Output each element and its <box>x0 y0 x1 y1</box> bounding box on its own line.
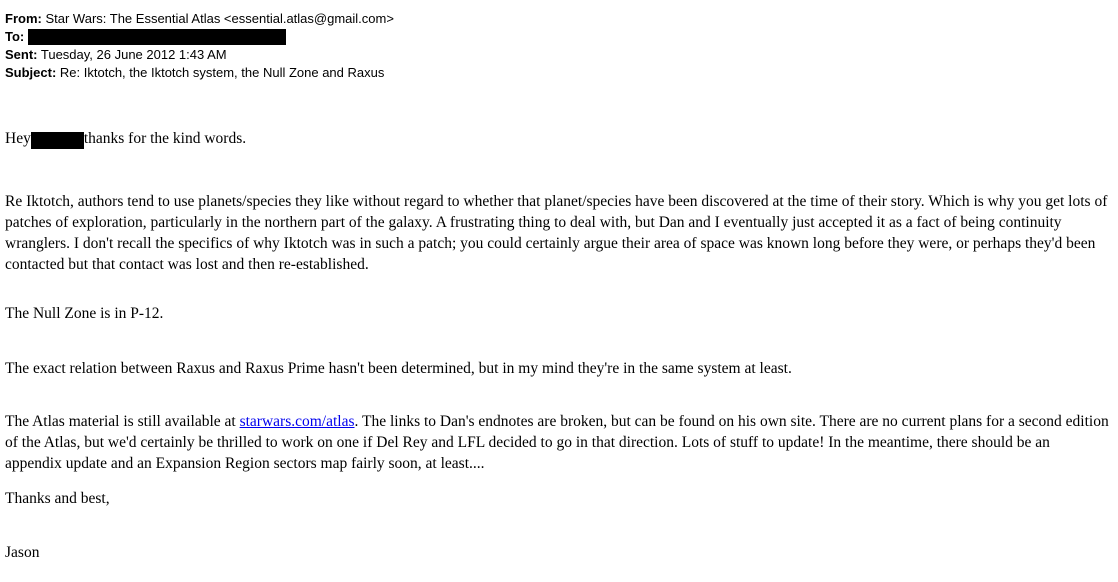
closing-line: Thanks and best, <box>5 490 110 507</box>
to-label: To: <box>5 29 25 44</box>
greeting-suffix: thanks for the kind words. <box>83 130 247 147</box>
sent-label: Sent: <box>5 47 38 62</box>
header-from <box>5 10 1110 28</box>
atlas-text-after-link: . The links to Dan's endnotes are broken, but can be found on his own site. There are no current plans for a second edition of the Atlas, but we'd certainly be thrilled to work on one if Del Rey and LFL decided to go in that direction. Lots of stuff to update! In the meantime, there should be an appendix update and an Expansion Region sectors map fairly soon, at least.... <box>5 413 1109 472</box>
atlas-text-before-link: The Atlas material is still available at <box>5 413 240 430</box>
header-to <box>5 28 1110 46</box>
from-value: Star Wars: The Essential Atlas <essential.atlas@gmail.com> <box>45 11 394 26</box>
sent-value: Tuesday, 26 June 2012 1:43 AM <box>40 47 227 62</box>
subject-label: Subject: <box>5 65 57 80</box>
email-header-block <box>5 10 1110 82</box>
header-subject <box>5 64 1110 82</box>
paragraph-null-zone: The Null Zone is in P-12. <box>5 305 164 322</box>
paragraph-iktotch: Re Iktotch, authors tend to use planets/species they like without regard to whether that planet/species have been discovered at the time of their story. Which is why you get lots of patches of exploration, particularly in the northern part of the galaxy. A frustrating thing to deal with, but Dan and I eventually just accepted it as a fact of being continuity wranglers. I don't recall the specifics of why Iktotch was in such a patch; you could certainly argue their area of space was known long before they were, or perhaps they'd been contacted but that contact was lost and then re-established. <box>5 193 1108 273</box>
signature-line: Jason <box>5 544 40 561</box>
subject-value: Re: Iktotch, the Iktotch system, the Null Zone and Raxus <box>59 65 385 80</box>
redacted-recipient-bar <box>28 29 286 45</box>
from-label: From: <box>5 11 42 26</box>
paragraph-raxus: The exact relation between Raxus and Raxus Prime hasn't been determined, but in my mind they're in the same system at least. <box>5 360 792 377</box>
greeting-line <box>5 128 1110 149</box>
greeting-prefix: Hey <box>5 130 31 147</box>
paragraph-atlas <box>5 411 1110 474</box>
redacted-name-bar <box>31 132 84 149</box>
email-body <box>5 128 1110 563</box>
starwars-atlas-link[interactable]: starwars.com/atlas <box>239 413 355 430</box>
header-sent <box>5 46 1110 64</box>
